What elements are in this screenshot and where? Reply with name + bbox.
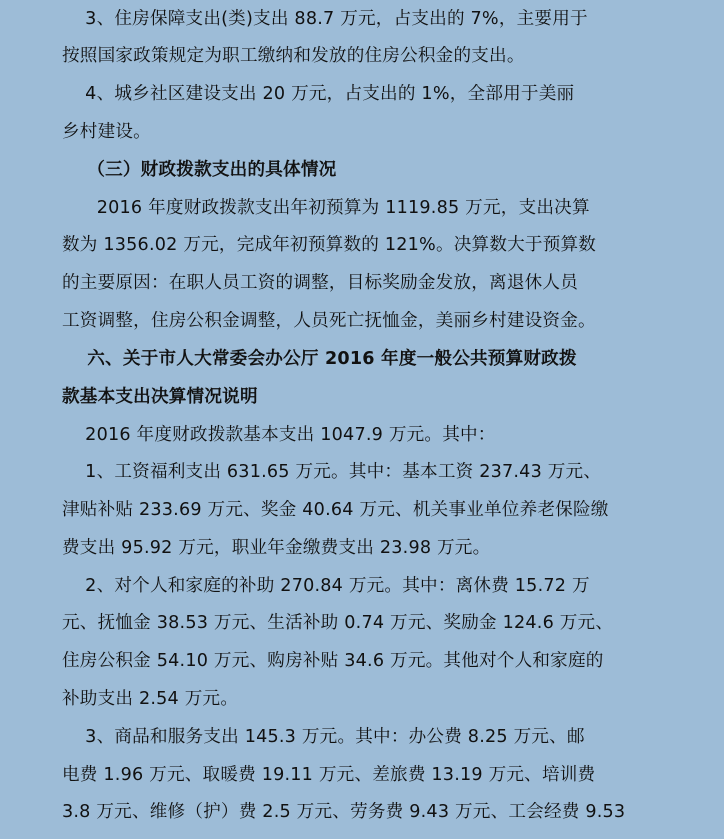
paragraph-line: 2016 年度财政拨款基本支出 1047.9 万元。其中： [62, 425, 496, 445]
paragraph-line: 工资调整，住房公积金调整，人员死亡抚恤金，美丽乡村建设资金。 [62, 311, 596, 331]
paragraph-line: 住房公积金 54.10 万元、购房补贴 34.6 万元。其他对个人和家庭的 [62, 651, 604, 671]
paragraph-line: 乡村建设。 [62, 122, 151, 142]
paragraph-line: 元、抚恤金 38.53 万元、生活补助 0.74 万元、奖励金 124.6 万元、 [62, 613, 614, 633]
paragraph-line: 4、城乡社区建设支出 20 万元，占支出的 1%，全部用于美丽 [62, 84, 575, 104]
section-heading: 款基本支出决算情况说明 [62, 387, 258, 407]
paragraph-line: 3、商品和服务支出 145.3 万元。其中：办公费 8.25 万元、邮 [62, 727, 585, 747]
paragraph-line: 数为 1356.02 万元，完成年初预算数的 121%。决算数大于预算数 [62, 235, 597, 255]
paragraph-line: 补助支出 2.54 万元。 [62, 689, 239, 709]
paragraph-line: 费支出 95.92 万元，职业年金缴费支出 23.98 万元。 [62, 538, 491, 558]
paragraph-line: 2、对个人和家庭的补助 270.84 万元。其中：离休费 15.72 万 [62, 576, 590, 596]
paragraph-line: 电费 1.96 万元、取暖费 19.11 万元、差旅费 13.19 万元、培训费 [62, 765, 596, 785]
paragraph-line: 1、工资福利支出 631.65 万元。其中：基本工资 237.43 万元、 [62, 462, 602, 482]
section-heading: （三）财政拨款支出的具体情况 [62, 160, 337, 180]
paragraph-line: 按照国家政策规定为职工缴纳和发放的住房公积金的支出。 [62, 46, 525, 66]
paragraph-line: 的主要原因：在职人员工资的调整，目标奖励金发放，离退休人员 [62, 273, 579, 293]
paragraph-line: 2016 年度财政拨款支出年初预算为 1119.85 万元，支出决算 [62, 198, 590, 218]
paragraph-line: 津贴补贴 233.69 万元、奖金 40.64 万元、机关事业单位养老保险缴 [62, 500, 609, 520]
paragraph-line: 3、住房保障支出(类)支出 88.7 万元，占支出的 7%，主要用于 [62, 9, 588, 29]
section-heading: 六、关于市人大常委会办公厅 2016 年度一般公共预算财政拨 [62, 349, 577, 369]
paragraph-line: 3.8 万元、维修（护）费 2.5 万元、劳务费 9.43 万元、工会经费 9.53 [62, 802, 626, 822]
